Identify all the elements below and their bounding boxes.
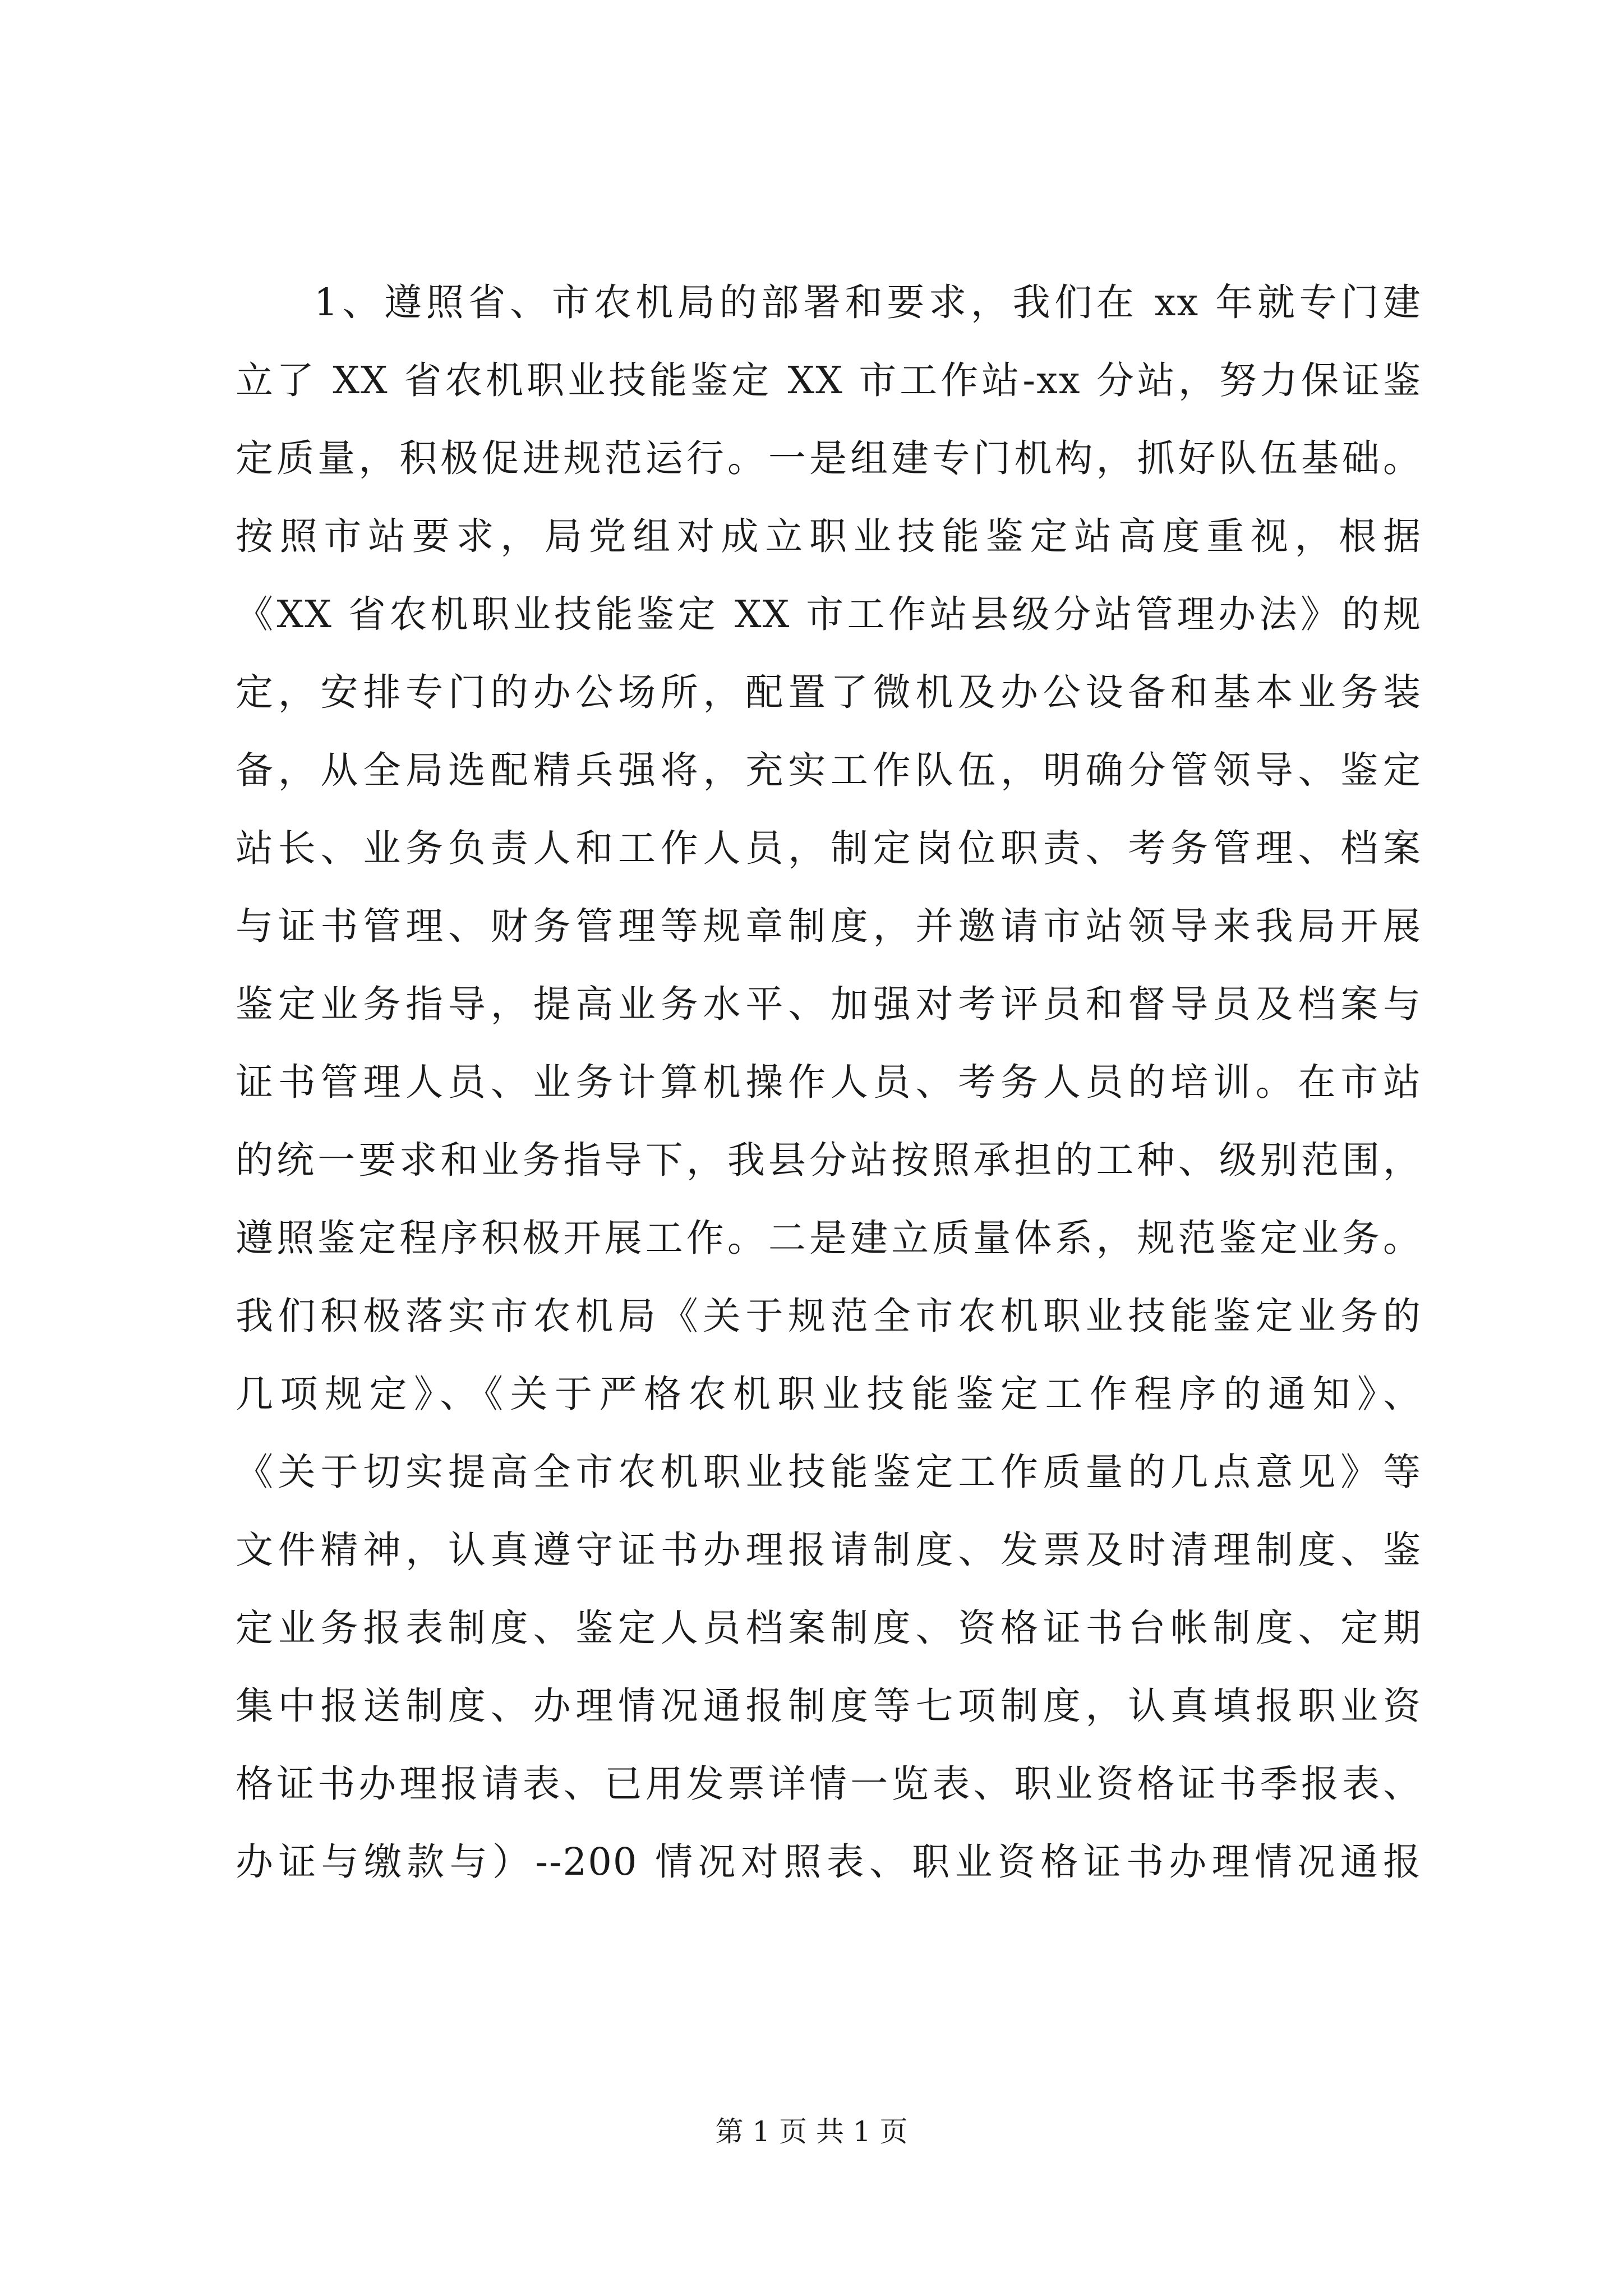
text-line: 按照市站要求，局党组对成立职业技能鉴定站高度重视，根据 xyxy=(236,514,1422,558)
text-line: 立了 XX 省农机职业技能鉴定 XX 市工作站-xx 分站，努力保证鉴 xyxy=(236,358,1422,402)
text-line: 备，从全局选配精兵强将，充实工作队伍，明确分管领导、鉴定 xyxy=(236,748,1422,792)
text-line: 遵照鉴定程序积极开展工作。二是建立质量体系，规范鉴定业务。 xyxy=(236,1216,1422,1260)
page-number-label: 第 1 页 共 1 页 xyxy=(715,2115,908,2148)
text-line: 定，安排专门的办公场所，配置了微机及办公设备和基本业务装 xyxy=(236,670,1422,714)
text-line: 格证书办理报请表、已用发票详情一览表、职业资格证书季报表、 xyxy=(236,1762,1422,1806)
text-line: 1、遵照省、市农机局的部署和要求，我们在 xx 年就专门建 xyxy=(314,280,1422,324)
text-line: 文件精神，认真遵守证书办理报请制度、发票及时清理制度、鉴 xyxy=(236,1528,1422,1572)
text-line: 定质量，积极促进规范运行。一是组建专门机构，抓好队伍基础。 xyxy=(236,436,1422,480)
text-line: 定业务报表制度、鉴定人员档案制度、资格证书台帐制度、定期 xyxy=(236,1606,1422,1650)
text-line: 集中报送制度、办理情况通报制度等七项制度，认真填报职业资 xyxy=(236,1684,1422,1728)
text-line: 与证书管理、财务管理等规章制度，并邀请市站领导来我局开展 xyxy=(236,904,1422,948)
text-line: 我们积极落实市农机局《关于规范全市农机职业技能鉴定业务的 xyxy=(236,1294,1422,1338)
text-line: 鉴定业务指导，提高业务水平、加强对考评员和督导员及档案与 xyxy=(236,982,1422,1026)
page-footer xyxy=(0,2109,1623,2150)
text-line: 的统一要求和业务指导下，我县分站按照承担的工种、级别范围， xyxy=(236,1138,1422,1182)
text-line: 《XX 省农机职业技能鉴定 XX 市工作站县级分站管理办法》的规 xyxy=(236,592,1422,636)
text-line: 几项规定》、《关于严格农机职业技能鉴定工作程序的通知》、 xyxy=(236,1372,1422,1416)
body-paragraph xyxy=(236,264,1422,1901)
text-line: 证书管理人员、业务计算机操作人员、考务人员的培训。在市站 xyxy=(236,1060,1422,1104)
text-line: 办证与缴款与）--200 情况对照表、职业资格证书办理情况通报 xyxy=(236,1840,1422,1884)
text-line: 站长、业务负责人和工作人员，制定岗位职责、考务管理、档案 xyxy=(236,826,1422,870)
text-line: 《关于切实提高全市农机职业技能鉴定工作质量的几点意见》等 xyxy=(236,1450,1422,1494)
